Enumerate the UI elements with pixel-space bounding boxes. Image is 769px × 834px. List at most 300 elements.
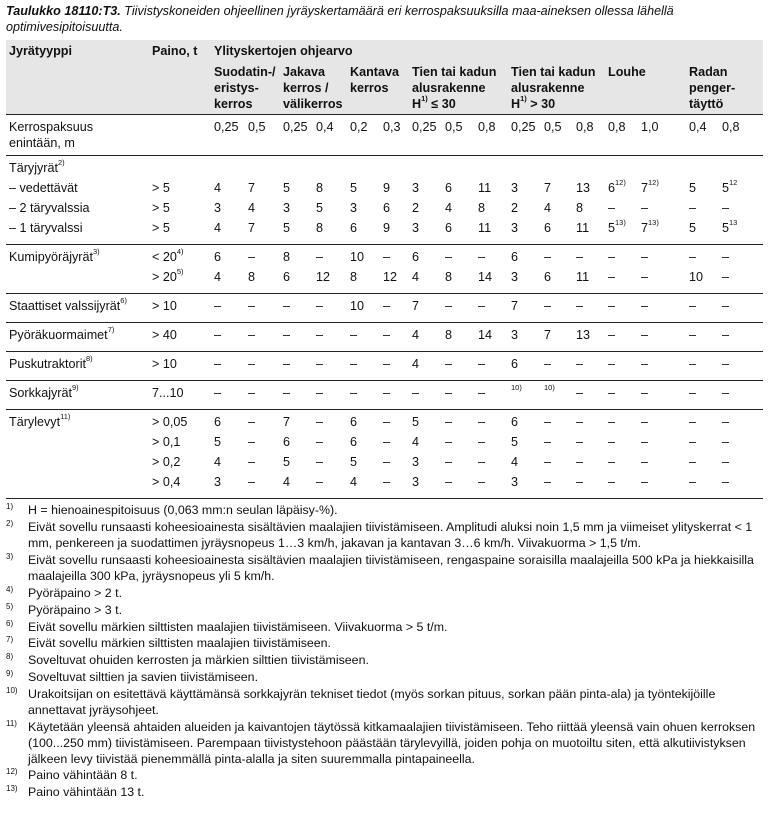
cell-value: – xyxy=(576,357,584,372)
footnote-text: Paino vähintään 13 t. xyxy=(28,785,145,800)
weight-cell xyxy=(149,323,211,352)
cell-value: 12 xyxy=(383,270,398,285)
cell-value: – xyxy=(248,435,256,450)
cell-value: – xyxy=(316,435,324,450)
table-cell xyxy=(508,410,541,435)
table-cell xyxy=(573,474,605,498)
table-cell xyxy=(719,180,763,200)
table-cell xyxy=(313,323,347,352)
footnote xyxy=(6,785,763,801)
table-cell xyxy=(541,410,573,435)
cell-value: 5 xyxy=(689,181,697,196)
footnote xyxy=(6,720,763,768)
table-row xyxy=(6,294,763,323)
table-cell xyxy=(541,180,573,200)
table-cell xyxy=(380,200,409,220)
table-cell xyxy=(347,294,380,323)
footnote-text: H = hienoainespitoisuus (0,063 mm:n seulan läpäisy-%). xyxy=(28,503,338,518)
table-cell xyxy=(313,410,347,435)
cell-value: – xyxy=(576,299,584,314)
table-cell xyxy=(245,245,280,270)
footnote xyxy=(6,620,763,636)
cell-value: 5 xyxy=(722,181,730,196)
table-cell xyxy=(211,352,245,381)
table-row xyxy=(6,156,763,181)
footnote-ref: 11) xyxy=(60,412,71,422)
empty-cell xyxy=(280,156,313,181)
cell-value: 3 xyxy=(511,328,519,343)
cell-value: 13 xyxy=(576,328,591,343)
table-row xyxy=(6,434,763,454)
footnote-ref: 6) xyxy=(120,296,127,306)
cell-value: – xyxy=(316,250,324,265)
footnote-number: 6) xyxy=(6,618,14,628)
cell-value: 3 xyxy=(214,201,222,216)
table-cell xyxy=(508,245,541,270)
cell-value: – xyxy=(214,299,222,314)
cell-value: – xyxy=(608,270,616,285)
footnote xyxy=(6,603,763,619)
table-cell xyxy=(380,245,409,270)
weight-cell xyxy=(149,474,211,498)
footnote-text: Paino vähintään 8 t. xyxy=(28,768,138,783)
cell-value: 4 xyxy=(412,270,420,285)
footnote-ref: 5) xyxy=(176,267,184,277)
thickness-value: 0,3 xyxy=(380,115,409,156)
table-cell xyxy=(245,454,280,474)
table-cell xyxy=(280,180,313,200)
cell-value: 4 xyxy=(214,221,222,236)
group-line: Kantava xyxy=(350,64,399,79)
footnote-number: 13) xyxy=(6,784,18,794)
footnote-number: 10) xyxy=(6,686,18,695)
table-cell xyxy=(686,323,719,352)
table-cell xyxy=(280,352,313,381)
table-cell xyxy=(541,220,573,245)
footnote-number: 8) xyxy=(6,652,14,662)
table-cell xyxy=(573,410,605,435)
cell-value: 6 xyxy=(214,415,222,430)
group-line: H xyxy=(511,97,521,112)
cell-value: – xyxy=(722,201,730,216)
cell-value: – xyxy=(608,357,616,372)
table-cell xyxy=(719,323,763,352)
group-line: alusrakenne xyxy=(412,80,486,95)
table-cell xyxy=(442,410,475,435)
weight-cell xyxy=(149,245,211,270)
cell-value: – xyxy=(641,270,649,285)
table-cell xyxy=(508,323,541,352)
group-line: eristys- xyxy=(214,80,259,95)
table-row xyxy=(6,115,763,156)
column-group-header xyxy=(508,62,605,115)
cell-value: 8 xyxy=(316,221,324,236)
cell-value: 3 xyxy=(511,181,519,196)
cell-value: – xyxy=(544,475,552,490)
table-cell xyxy=(409,269,442,294)
table-cell xyxy=(475,434,508,454)
table-cell xyxy=(380,180,409,200)
table-cell xyxy=(686,200,719,220)
cell-value: 6 xyxy=(445,181,453,196)
table-cell xyxy=(541,352,573,381)
cell-value: 5 xyxy=(316,201,324,216)
cell-value: – xyxy=(689,357,697,372)
caption-id: Taulukko 18110:T3. xyxy=(6,4,121,18)
table-cell xyxy=(313,269,347,294)
footnote-text: Eivät sovellu runsaasti koheesioainesta sisältävien maalajien tiivistämiseen, rengaspaine soraisilla maalajeilla 500 kPa ja hiekkaisilla maalajeilla 300 kPa, jyräysnopeus yli 5 km/h. xyxy=(28,553,754,583)
table-cell xyxy=(541,381,573,410)
cell-value: 3 xyxy=(412,221,420,236)
table-cell xyxy=(686,434,719,454)
cell-value: – xyxy=(478,386,486,401)
table-cell xyxy=(409,220,442,245)
cell-value: – xyxy=(478,435,486,450)
cell-value: – xyxy=(544,357,552,372)
table-cell xyxy=(605,323,638,352)
cell-value: – xyxy=(641,201,649,216)
table-cell xyxy=(313,220,347,245)
table-cell xyxy=(686,245,719,270)
table-cell xyxy=(442,434,475,454)
cell-value: 4 xyxy=(248,201,256,216)
empty-cell xyxy=(211,156,245,181)
weight-cell xyxy=(149,180,211,200)
cell-value: – xyxy=(608,299,616,314)
footnote-number: 11) xyxy=(6,718,17,728)
table-cell xyxy=(380,323,409,352)
group-line: Suodatin-/ xyxy=(214,64,276,79)
cell-value: 5 xyxy=(283,221,291,236)
table-cell xyxy=(541,269,573,294)
table-cell xyxy=(541,200,573,220)
table-cell xyxy=(211,410,245,435)
cell-value: – xyxy=(576,455,584,470)
cell-value: – xyxy=(544,455,552,470)
cell-value: 10 xyxy=(350,299,365,314)
cell-value: – xyxy=(722,250,730,265)
weight-cell xyxy=(149,220,211,245)
footnote xyxy=(6,670,763,686)
group-line: Radan xyxy=(689,64,728,79)
table-cell xyxy=(686,352,719,381)
table-cell xyxy=(573,220,605,245)
cell-value: – xyxy=(544,435,552,450)
empty-cell xyxy=(508,156,541,181)
table-cell xyxy=(347,352,380,381)
table-cell xyxy=(280,323,313,352)
cell-value: 6 xyxy=(283,435,291,450)
cell-value: – xyxy=(478,415,486,430)
table-cell xyxy=(573,180,605,200)
cell-value: 8 xyxy=(248,270,256,285)
cell-value: 6 xyxy=(511,357,519,372)
cell-value: – xyxy=(689,386,697,401)
thickness-value: 0,4 xyxy=(313,115,347,156)
table-cell xyxy=(605,454,638,474)
cell-value: – xyxy=(383,357,391,372)
cell-value: – xyxy=(641,299,649,314)
row-label-text: enintään, m xyxy=(9,136,75,151)
group-line: Tien tai kadun xyxy=(511,64,596,79)
thickness-value: 0,5 xyxy=(541,115,573,156)
footnote-text: Pyöräpaino > 3 t. xyxy=(28,602,123,617)
cell-value: 6 xyxy=(350,415,358,430)
table-cell xyxy=(638,294,686,323)
table-row xyxy=(6,474,763,498)
group-line: H xyxy=(412,97,422,112)
cell-value: 8 xyxy=(478,201,486,216)
table-cell xyxy=(211,381,245,410)
table-cell xyxy=(541,454,573,474)
row-label-text: Kumipyöräjyrät xyxy=(9,250,93,265)
cell-value: – xyxy=(722,415,730,430)
table-cell xyxy=(573,323,605,352)
caption-text: Tiivistyskoneiden ohjeellinen jyräyskertamäärä eri kerrospaksuuksilla maa-aineksen ollessa lähellä optimivesipitoisuutta. xyxy=(6,4,674,35)
table-cell xyxy=(605,294,638,323)
table-cell xyxy=(380,434,409,454)
table-cell xyxy=(508,474,541,498)
cell-value: – xyxy=(608,201,616,216)
table-cell xyxy=(638,434,686,454)
header-row xyxy=(6,40,763,62)
table-cell xyxy=(475,294,508,323)
table-cell xyxy=(638,245,686,270)
empty-cell xyxy=(573,156,605,181)
cell-value: – xyxy=(316,357,324,372)
cell-value: 6 xyxy=(214,250,222,265)
table-cell xyxy=(475,474,508,498)
cell-value: 3 xyxy=(511,270,519,285)
cell-value: 8 xyxy=(445,270,453,285)
cell-value: – xyxy=(608,455,616,470)
cell-value: 5 xyxy=(511,435,519,450)
footnote xyxy=(6,653,763,669)
cell-value: – xyxy=(641,475,649,490)
table-cell xyxy=(475,269,508,294)
table-row xyxy=(6,352,763,381)
table-cell xyxy=(442,200,475,220)
table-caption xyxy=(6,3,763,36)
thickness-value: 0,25 xyxy=(211,115,245,156)
weight-cell xyxy=(149,200,211,220)
group-line: välikerros xyxy=(283,97,343,112)
thickness-value: 0,8 xyxy=(719,115,763,156)
cell-value: 5 xyxy=(722,221,730,236)
row-label-text: Sorkkajyrät xyxy=(9,386,72,401)
table-cell xyxy=(380,294,409,323)
table-cell xyxy=(719,269,763,294)
table-row xyxy=(6,269,763,294)
footnote-ref: 8) xyxy=(86,354,93,364)
cell-value: 3 xyxy=(412,181,420,196)
cell-value: – xyxy=(576,475,584,490)
table-cell xyxy=(409,323,442,352)
row-label xyxy=(6,115,149,156)
cell-value: 8 xyxy=(350,270,358,285)
footnote-number: 5) xyxy=(6,601,14,611)
cell-value: – xyxy=(689,299,697,314)
cell-value: – xyxy=(608,328,616,343)
cell-value: – xyxy=(445,250,453,265)
cell-value: 3 xyxy=(214,475,222,490)
footnote-ref: 12) xyxy=(648,178,659,188)
table-cell xyxy=(719,352,763,381)
table-cell xyxy=(475,245,508,270)
cell-value: 8 xyxy=(576,201,584,216)
thickness-value: 0,8 xyxy=(573,115,605,156)
table-cell xyxy=(245,352,280,381)
cell-value: 10 xyxy=(350,250,365,265)
cell-value: 2 xyxy=(412,201,420,216)
row-label xyxy=(6,294,149,323)
group-line: kerros xyxy=(350,80,389,95)
weight-value: > 10 xyxy=(152,357,177,372)
table-cell xyxy=(409,294,442,323)
table-cell xyxy=(638,410,686,435)
header-weight: Paino, t xyxy=(149,40,211,62)
cell-value: – xyxy=(576,435,584,450)
header-passes: Ylityskertojen ohjearvo xyxy=(211,40,763,62)
header-machine-type: Jyrätyyppi xyxy=(6,40,149,62)
group-line: Jakava xyxy=(283,64,326,79)
table-cell xyxy=(605,352,638,381)
cell-value: – xyxy=(641,328,649,343)
table-cell xyxy=(541,474,573,498)
weight-cell xyxy=(149,352,211,381)
table-cell xyxy=(573,245,605,270)
cell-value: 4 xyxy=(445,201,453,216)
footnote xyxy=(6,520,763,552)
cell-value: – xyxy=(608,435,616,450)
group-line: kerros / xyxy=(283,80,329,95)
cell-value: – xyxy=(316,475,324,490)
cell-value: – xyxy=(350,386,358,401)
cell-value: 4 xyxy=(511,455,519,470)
thickness-value: 1,0 xyxy=(638,115,686,156)
cell-value: 8 xyxy=(316,181,324,196)
table-cell xyxy=(380,381,409,410)
table-cell xyxy=(475,180,508,200)
footnote-number: 2) xyxy=(6,519,14,529)
table-cell xyxy=(442,454,475,474)
cell-value: – xyxy=(316,386,324,401)
thickness-value: 0,8 xyxy=(475,115,508,156)
cell-value: 6 xyxy=(544,270,552,285)
empty-cell xyxy=(605,156,638,181)
table-cell xyxy=(605,474,638,498)
cell-value: – xyxy=(383,435,391,450)
weight-value: < 20 xyxy=(152,250,177,265)
cell-value: 12 xyxy=(316,270,331,285)
table-cell xyxy=(605,220,638,245)
cell-value: 6 xyxy=(350,221,358,236)
table-cell xyxy=(211,294,245,323)
cell-value: – xyxy=(445,357,453,372)
footnote-number: 7) xyxy=(6,635,14,645)
footnote xyxy=(6,687,763,719)
cell-value: – xyxy=(641,435,649,450)
weight-value: > 10 xyxy=(152,299,177,314)
cell-value: – xyxy=(316,299,324,314)
table-cell xyxy=(280,294,313,323)
table-cell xyxy=(686,269,719,294)
row-label xyxy=(6,269,149,294)
weight-value: > 5 xyxy=(152,201,170,216)
empty-cell xyxy=(442,156,475,181)
cell-value: – xyxy=(248,415,256,430)
cell-value: – xyxy=(412,386,420,401)
thickness-value: 0,2 xyxy=(347,115,380,156)
cell-value: – xyxy=(641,386,649,401)
table-cell xyxy=(245,220,280,245)
cell-value: 3 xyxy=(412,455,420,470)
table-cell xyxy=(313,381,347,410)
table-cell xyxy=(508,294,541,323)
cell-value: – xyxy=(576,386,584,401)
table-row xyxy=(6,245,763,270)
table-cell xyxy=(313,180,347,200)
cell-value: – xyxy=(576,415,584,430)
group-line: > 30 xyxy=(526,97,556,112)
cell-value: 5 xyxy=(283,181,291,196)
cell-value: – xyxy=(383,475,391,490)
cell-value: – xyxy=(248,455,256,470)
table-cell xyxy=(313,294,347,323)
cell-value: – xyxy=(445,455,453,470)
table-cell xyxy=(313,474,347,498)
cell-value: 5 xyxy=(412,415,420,430)
row-label xyxy=(6,323,149,352)
cell-value: – xyxy=(689,415,697,430)
table-cell xyxy=(280,410,313,435)
row-label xyxy=(6,381,149,410)
cell-value: 5 xyxy=(350,181,358,196)
table-cell xyxy=(686,454,719,474)
table-cell xyxy=(211,474,245,498)
cell-value: 5 xyxy=(283,455,291,470)
cell-value: – xyxy=(641,455,649,470)
table-cell xyxy=(313,434,347,454)
table-cell xyxy=(638,220,686,245)
group-line: ≤ 30 xyxy=(427,97,456,112)
empty-cell xyxy=(638,156,686,181)
footnote-number: 3) xyxy=(6,552,14,561)
table-cell xyxy=(442,323,475,352)
row-label-text: Staattiset valssijyrät xyxy=(9,299,121,314)
cell-value: – xyxy=(214,328,222,343)
cell-value: – xyxy=(316,415,324,430)
cell-value: – xyxy=(722,455,730,470)
footnote-ref: 7) xyxy=(107,325,115,335)
table-cell xyxy=(719,410,763,435)
cell-value: – xyxy=(283,386,291,401)
footnote-text: Eivät sovellu märkien silttisten maalajien tiivistämiseen. Viivakuorma > 5 t/m. xyxy=(28,619,448,634)
weight-cell xyxy=(149,434,211,454)
cell-value: 7 xyxy=(641,181,649,196)
table-cell xyxy=(508,180,541,200)
footnote-number: 1) xyxy=(6,502,14,512)
cell-value: 5 xyxy=(689,221,697,236)
table-cell xyxy=(638,180,686,200)
cell-value: 8 xyxy=(283,250,291,265)
cell-value: – xyxy=(283,357,291,372)
table-cell xyxy=(280,434,313,454)
empty-cell xyxy=(313,156,347,181)
row-label xyxy=(6,454,149,474)
group-line: kerros xyxy=(214,97,253,112)
table-cell xyxy=(573,381,605,410)
